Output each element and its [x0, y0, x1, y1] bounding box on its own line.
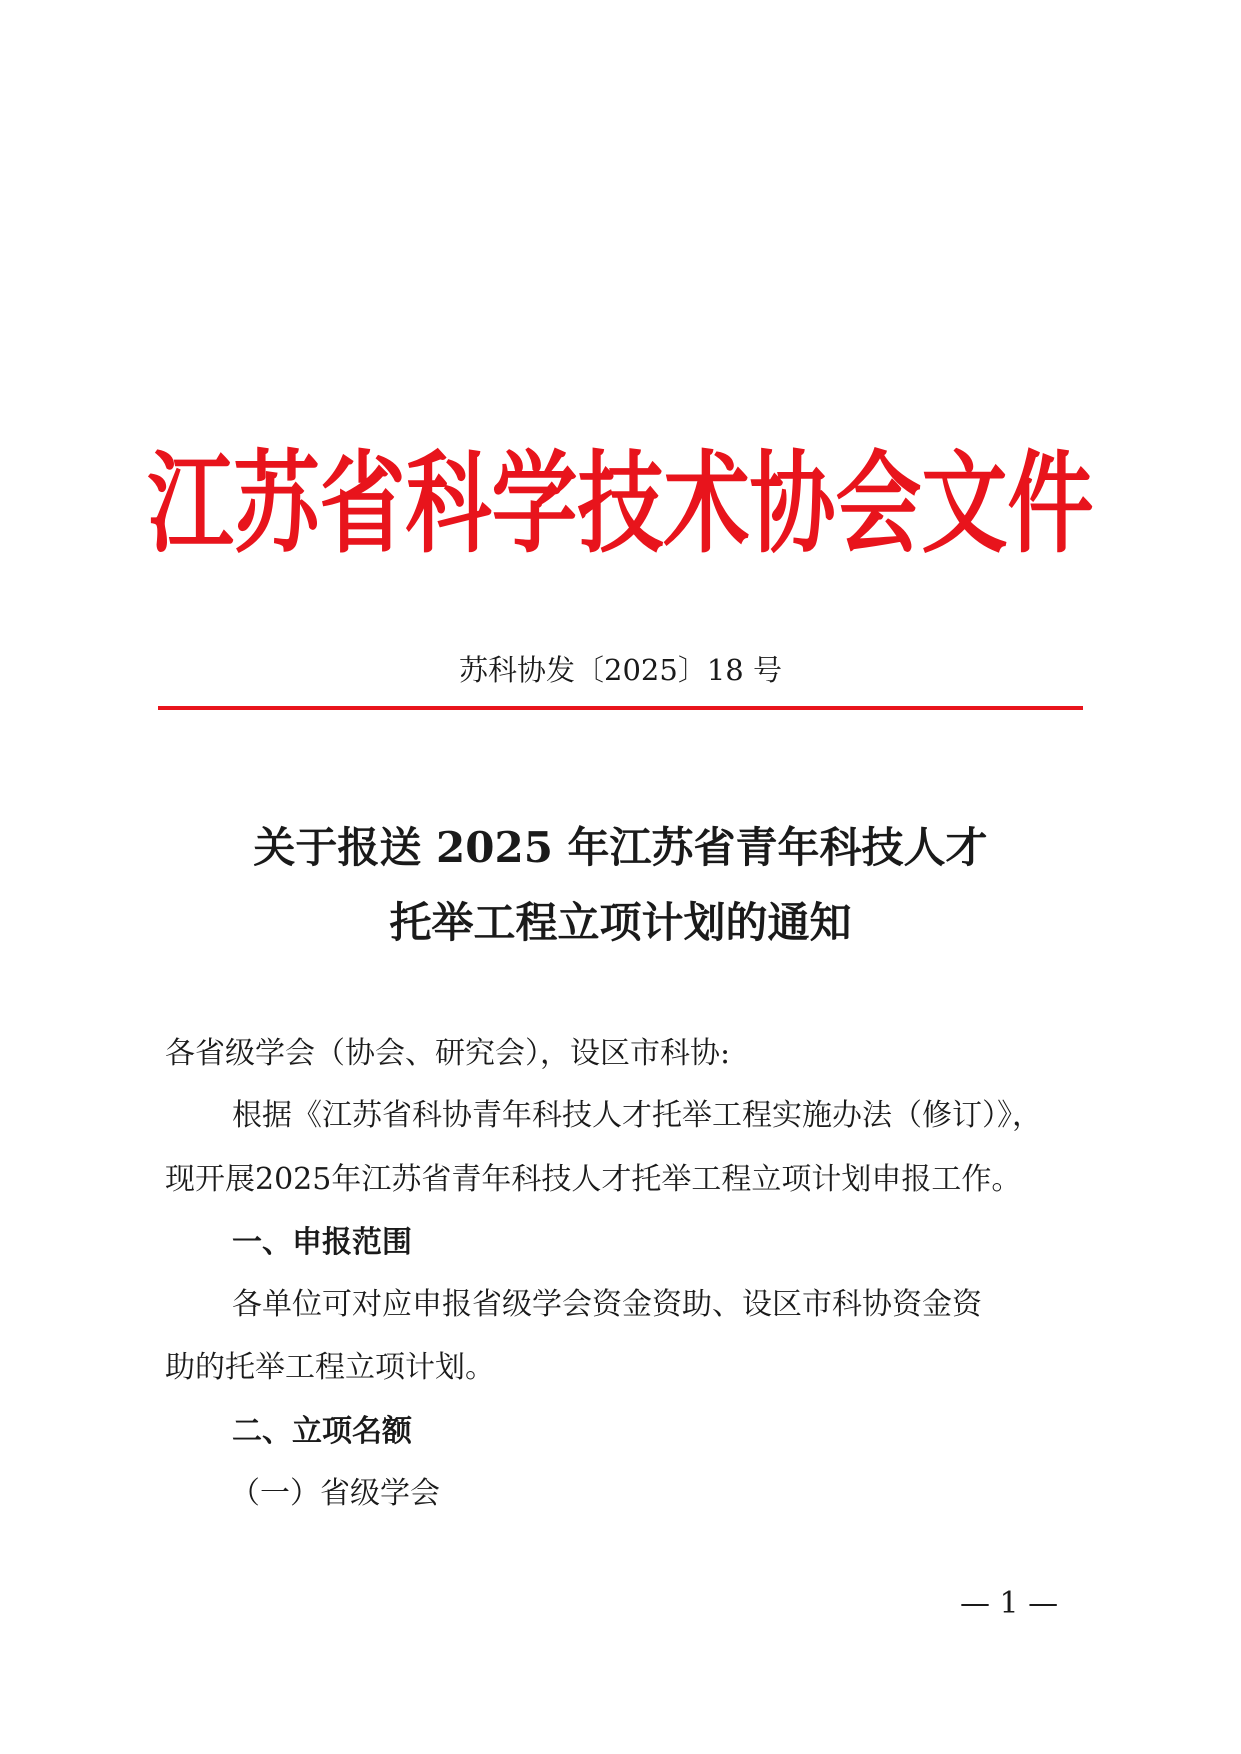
salutation: 各省级学会（协会、研究会），设区市科协:: [165, 1036, 731, 1071]
notice-title-line-2: 托举工程立项计划的通知: [389, 898, 852, 947]
page-number: — 1 —: [960, 1586, 1059, 1621]
notice-title-line-1: 关于报送 2025 年江苏省青年科技人才: [253, 823, 988, 872]
document-number: 苏科协发〔2025〕18 号: [459, 653, 782, 687]
paragraph-1-line-1: 根据《江苏省科协青年科技人才托举工程实施办法（修订）》，: [232, 1098, 1042, 1133]
section-heading-2: 二、立项名额: [232, 1414, 412, 1449]
subsection-heading-1: （一）省级学会: [230, 1476, 440, 1511]
paragraph-2-line-1: 各单位可对应申报省级学会资金资助、设区市科协资金资: [232, 1287, 982, 1322]
red-divider-line: [158, 706, 1083, 710]
paragraph-2-line-2: 助的托举工程立项计划。: [165, 1350, 495, 1385]
document-masthead: 江苏省科学技术协会文件: [147, 440, 1094, 569]
section-heading-1: 一、申报范围: [232, 1225, 412, 1260]
paragraph-1-line-2: 现开展2025年江苏省青年科技人才托举工程立项计划申报工作。: [165, 1162, 1022, 1197]
